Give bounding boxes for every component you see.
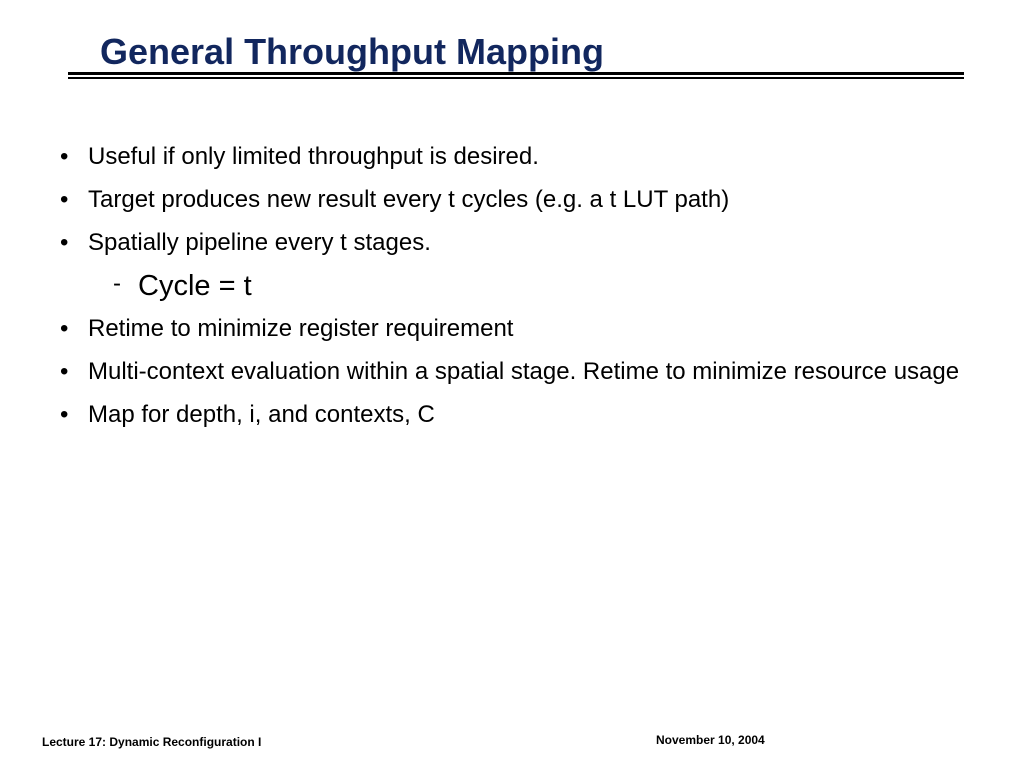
bullet-text: Spatially pipeline every t stages. [88, 229, 431, 256]
bullet-list [60, 142, 960, 443]
bullet-item [60, 142, 960, 171]
dash-icon: - [113, 270, 121, 297]
footer-date: November 10, 2004 [656, 733, 765, 747]
footer-lecture-label: Lecture 17: Dynamic Reconfiguration I [42, 735, 262, 749]
bullet-item [60, 228, 960, 257]
title-underline-thin [68, 77, 964, 79]
sub-bullet-text: Cycle = t [138, 270, 252, 302]
bullet-text: Map for depth, i, and contexts, C [88, 401, 435, 428]
bullet-dot-icon: • [60, 143, 69, 170]
bullet-dot-icon: • [60, 358, 69, 385]
bullet-dot-icon: • [60, 315, 69, 342]
bullet-text: Target produces new result every t cycles (e.g. a t LUT path) [88, 186, 730, 213]
bullet-text: Multi-context evaluation within a spatial stage. Retime to minimize resource usage [88, 358, 960, 385]
bullet-item [60, 357, 960, 386]
title-underline [68, 72, 964, 79]
bullet-dot-icon: • [60, 229, 69, 256]
bullet-item [60, 400, 960, 429]
bullet-text: Useful if only limited throughput is desired. [88, 143, 539, 170]
bullet-dot-icon: • [60, 186, 69, 213]
slide-title: General Throughput Mapping [100, 31, 604, 72]
bullet-item [60, 185, 960, 214]
title-underline-thick [68, 72, 964, 75]
bullet-text: Retime to minimize register requirement [88, 315, 514, 342]
bullet-item [60, 314, 960, 343]
sub-bullet-item [60, 269, 960, 303]
bullet-dot-icon: • [60, 401, 69, 428]
